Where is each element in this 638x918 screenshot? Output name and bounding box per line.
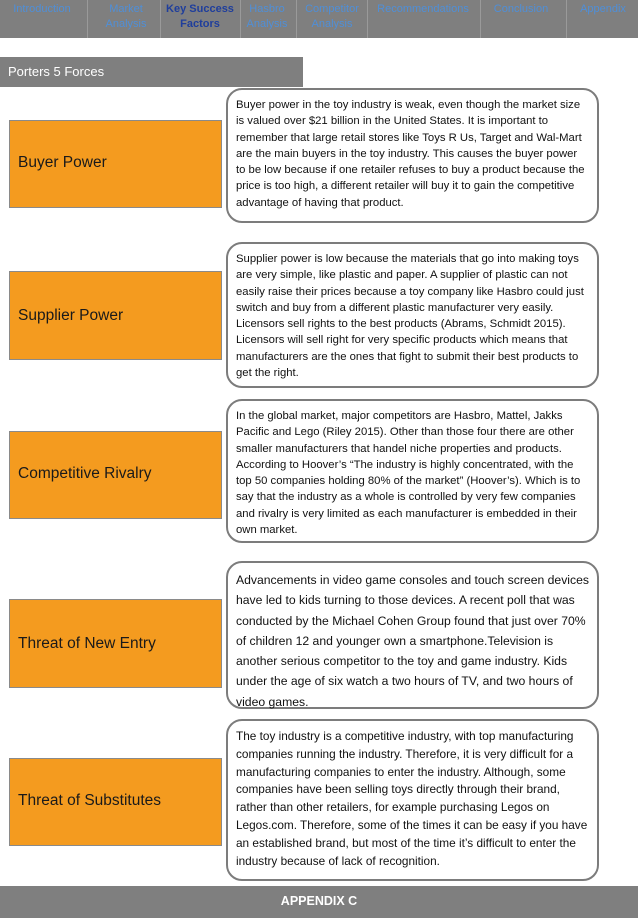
nav-divider bbox=[296, 0, 297, 38]
nav-divider bbox=[160, 0, 161, 38]
nav-key-success-factors[interactable]: Key Success Factors bbox=[166, 3, 234, 30]
nav-divider bbox=[367, 0, 368, 38]
force-description: The toy industry is a competitive industry, with top manufacturing companies running the industry. Therefore, it is very difficult for a manufacturing companies to enter the industry. Although, some companies have been selling toys directly through their brand, rather than other retailers, for example purchasing Legos on Legos.com. Therefore, some of the times it can be easy if you have an established brand, but most of the time it’s difficult to enter the industry because of lack of recognition. bbox=[236, 729, 588, 868]
nav-conclusion[interactable]: Conclusion bbox=[493, 3, 549, 15]
nav-competitor-analysis[interactable]: Competitor Analysis bbox=[305, 3, 359, 30]
nav-market-analysis[interactable]: Market Analysis bbox=[105, 3, 147, 30]
top-nav bbox=[0, 0, 638, 38]
force-description-box bbox=[226, 399, 599, 543]
nav-divider bbox=[240, 0, 241, 38]
force-label: Competitive Rivalry bbox=[18, 465, 152, 482]
force-label: Buyer Power bbox=[18, 154, 107, 171]
force-label: Supplier Power bbox=[18, 307, 124, 324]
nav-divider bbox=[87, 0, 88, 38]
nav-hasbro-analysis[interactable]: Hasbro Analysis bbox=[246, 3, 288, 30]
force-label: Threat of New Entry bbox=[18, 635, 156, 652]
force-description-box bbox=[226, 561, 599, 709]
section-header bbox=[0, 57, 303, 87]
force-description-box bbox=[226, 88, 599, 223]
section-title: Porters 5 Forces bbox=[8, 64, 105, 79]
force-description: Advancements in video game consoles and touch screen devices have led to kids turning to those devices. A recent poll that was conducted by the Michael Cohen Group found that just over 70% of children 12 and younger own a smartphone.Television is another serious competitor to the toy and game industry. Kids under the age of six watch a two hours of TV, and two hours of video games. bbox=[236, 573, 589, 709]
appendix-label: APPENDIX C bbox=[280, 894, 358, 908]
nav-introduction[interactable]: Introduction bbox=[13, 3, 71, 15]
nav-divider bbox=[480, 0, 481, 38]
force-label-box bbox=[9, 120, 222, 208]
force-description: In the global market, major competitors are Hasbro, Mattel, Jakks Pacific and Lego (Riley 2015). Other than those four there are other smaller manufacturers that handel niche properties and products. According to Hoover’s “The industry is highly concentrated, with the top 50 companies holding 80% of the market” (Hoover’s). Which is to say that the industry as a whole is controlled by very few companies and rivalry is very limited as each manufacturer is embedded in their own market. bbox=[236, 410, 581, 537]
force-description-box bbox=[226, 242, 599, 388]
nav-divider bbox=[566, 0, 567, 38]
force-description-box bbox=[226, 719, 599, 881]
force-label: Threat of Substitutes bbox=[18, 792, 162, 809]
force-label-box bbox=[9, 599, 222, 688]
force-description: Buyer power in the toy industry is weak, even though the market size is valued over $21 billion in the United States. It is important to remember that large retail stores like Toys R Us, Target and Wal-Mart are the main buyers in the toy industry. This causes the buyer power to be low because if one retailer refuses to buy a product because the price is too high, a different retailer will buy it to gain the competitive advantage of having that product. bbox=[236, 99, 585, 209]
nav-recommendations[interactable]: Recommendations bbox=[377, 3, 469, 15]
force-label-box bbox=[9, 431, 222, 519]
footer-bar bbox=[0, 886, 638, 918]
nav-appendix[interactable]: Appendix bbox=[580, 3, 626, 15]
force-description: Supplier power is low because the materials that go into making toys are very simple, like plastic and paper. A supplier of plastic can not easily raise their prices because a toy company like Hasbro could just switch and buy from a different plastic manufacturer very easily. Licensors sell rights to the best products (Abrams, Schmidt 2015). Licensors will sell right for very specific products which means that manufacturers are the ones that fight to submit their best products to get the right. bbox=[236, 253, 584, 380]
force-label-box bbox=[9, 271, 222, 360]
force-label-box bbox=[9, 758, 222, 846]
